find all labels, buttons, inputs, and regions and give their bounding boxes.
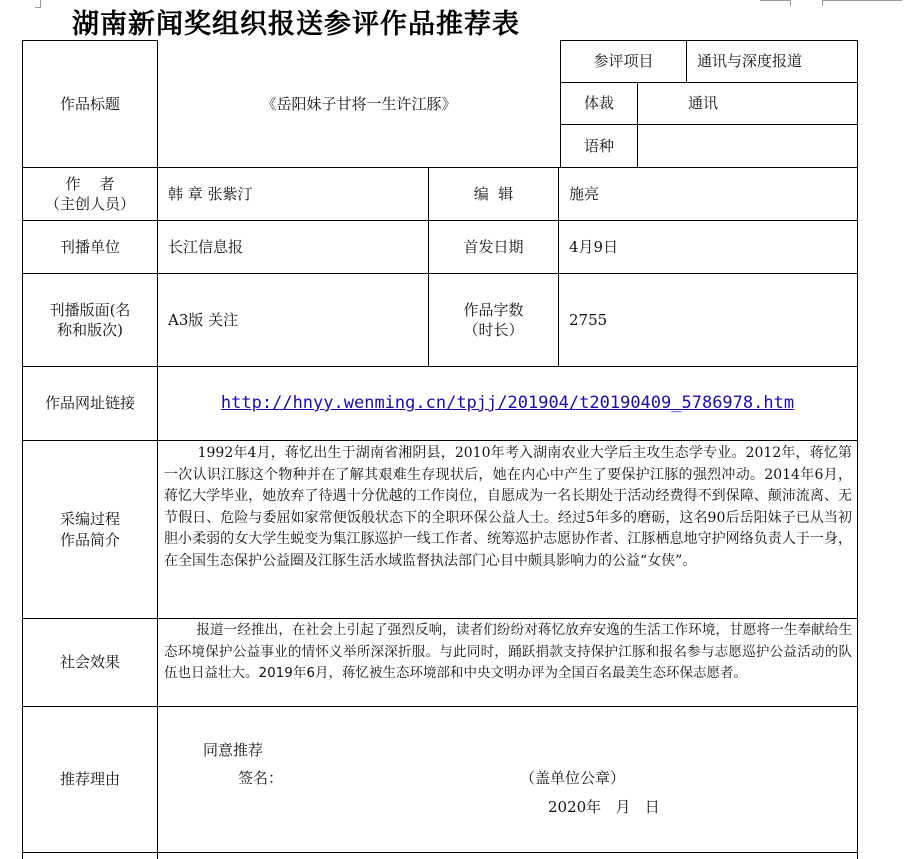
recommendation-seal: （盖单位公章）	[520, 769, 626, 787]
page-section-label	[23, 274, 157, 366]
editor-label: 编 辑	[473, 184, 514, 203]
process-summary-label	[23, 441, 157, 618]
crop-mark	[35, 7, 41, 8]
genre-value: 通讯	[688, 94, 719, 113]
table-border	[857, 40, 858, 859]
work-url-cell	[158, 367, 857, 440]
page-section-label-line2: 称和版次)	[57, 321, 123, 339]
recommendation-agree: 同意推荐	[203, 741, 264, 759]
work-title-value: 《岳阳妹子甘将一生许江豚》	[261, 94, 457, 113]
word-count-label	[429, 274, 558, 366]
genre-label: 体裁	[583, 94, 614, 113]
crop-mark	[822, 0, 902, 1]
page-section-label-line1: 刊播版面(名	[49, 300, 131, 319]
social-effect-label: 社会效果	[59, 653, 120, 672]
author-label	[23, 168, 157, 220]
crop-mark	[790, 0, 791, 6]
word-count-label-line2: （时长）	[463, 321, 524, 339]
author-label-line1: 作 者	[65, 174, 115, 193]
recommendation-label: 推荐理由	[59, 770, 120, 789]
recommendation-date: 2020年 月 日	[548, 798, 660, 816]
word-count-value: 2755	[569, 310, 608, 329]
process-summary-label-line2: 作品简介	[59, 530, 120, 549]
publisher-label: 刊播单位	[59, 237, 120, 256]
table-border	[22, 852, 858, 853]
publisher-value: 长江信息报	[168, 237, 244, 256]
language-label: 语种	[583, 136, 614, 155]
work-title-label: 作品标题	[59, 94, 120, 113]
author-value: 韩 章 张紫汀	[168, 184, 253, 203]
work-url-label: 作品网址链接	[44, 394, 135, 413]
recommendation-signature: 签名：	[238, 769, 284, 787]
language-value[interactable]	[638, 125, 857, 167]
editor-value: 施亮	[569, 184, 600, 203]
page-section-value: A3版 关注	[168, 310, 239, 329]
word-count-label-line1: 作品字数	[463, 300, 524, 319]
crop-mark	[760, 0, 790, 1]
work-url-link[interactable]: http://hnyy.wenming.cn/tpjj/201904/t20190409_5786978.htm	[220, 393, 795, 414]
entry-category-label: 参评项目	[593, 52, 654, 71]
author-label-line2: （主创人员）	[44, 195, 135, 213]
entry-category-value: 通讯与深度报道	[697, 52, 803, 71]
process-summary-label-line1: 采编过程	[59, 510, 120, 529]
process-summary-text: 1992年4月，蒋忆出生于湖南省湘阴县，2010年考入湖南农业大学后主攻生态学专业。2012年，蒋忆第一次认识江豚这个物种并在了解其艰难生存现状后，她在内心中产生了要保护江豚的强烈冲动。2014年6月，蒋忆大学毕业，她放弃了待遇十分优越的工作岗位，自愿成为一名长期处于活动经费得不到保障、颠沛流离、无节假日、危险与委屈如家常便饭般状态下的全职环保公益人士。经过5年多的磨砺，这名90后岳阳妹子已从当初胆小柔弱的女大学生蜕变为集江豚巡护一线工作者、统筹巡护志愿协作者、江豚栖息地守护网络负责人于一身，在全国生态保护公益圈及江豚生活水域监督执法部门心目中颇具影响力的公益“女侠”。	[164, 445, 852, 569]
document-title: 湖南新闻奖组织报送参评作品推荐表	[72, 9, 520, 40]
first-publish-date-label: 首发日期	[463, 237, 524, 256]
first-publish-date-value: 4月9日	[569, 237, 619, 256]
social-effect-text: 报道一经推出，在社会上引起了强烈反响，读者们纷纷对蒋忆放弃安逸的生活工作环境，甘愿将一生奉献给生态环境保护公益事业的情怀义举所深深折服。与此同时，踊跃捐款支持保护江豚和报名参与志愿巡护公益活动的队伍也日益壮大。2019年6月，蒋忆被生态环境部和中央文明办评为全国百名最美生态环保志愿者。	[164, 622, 852, 681]
